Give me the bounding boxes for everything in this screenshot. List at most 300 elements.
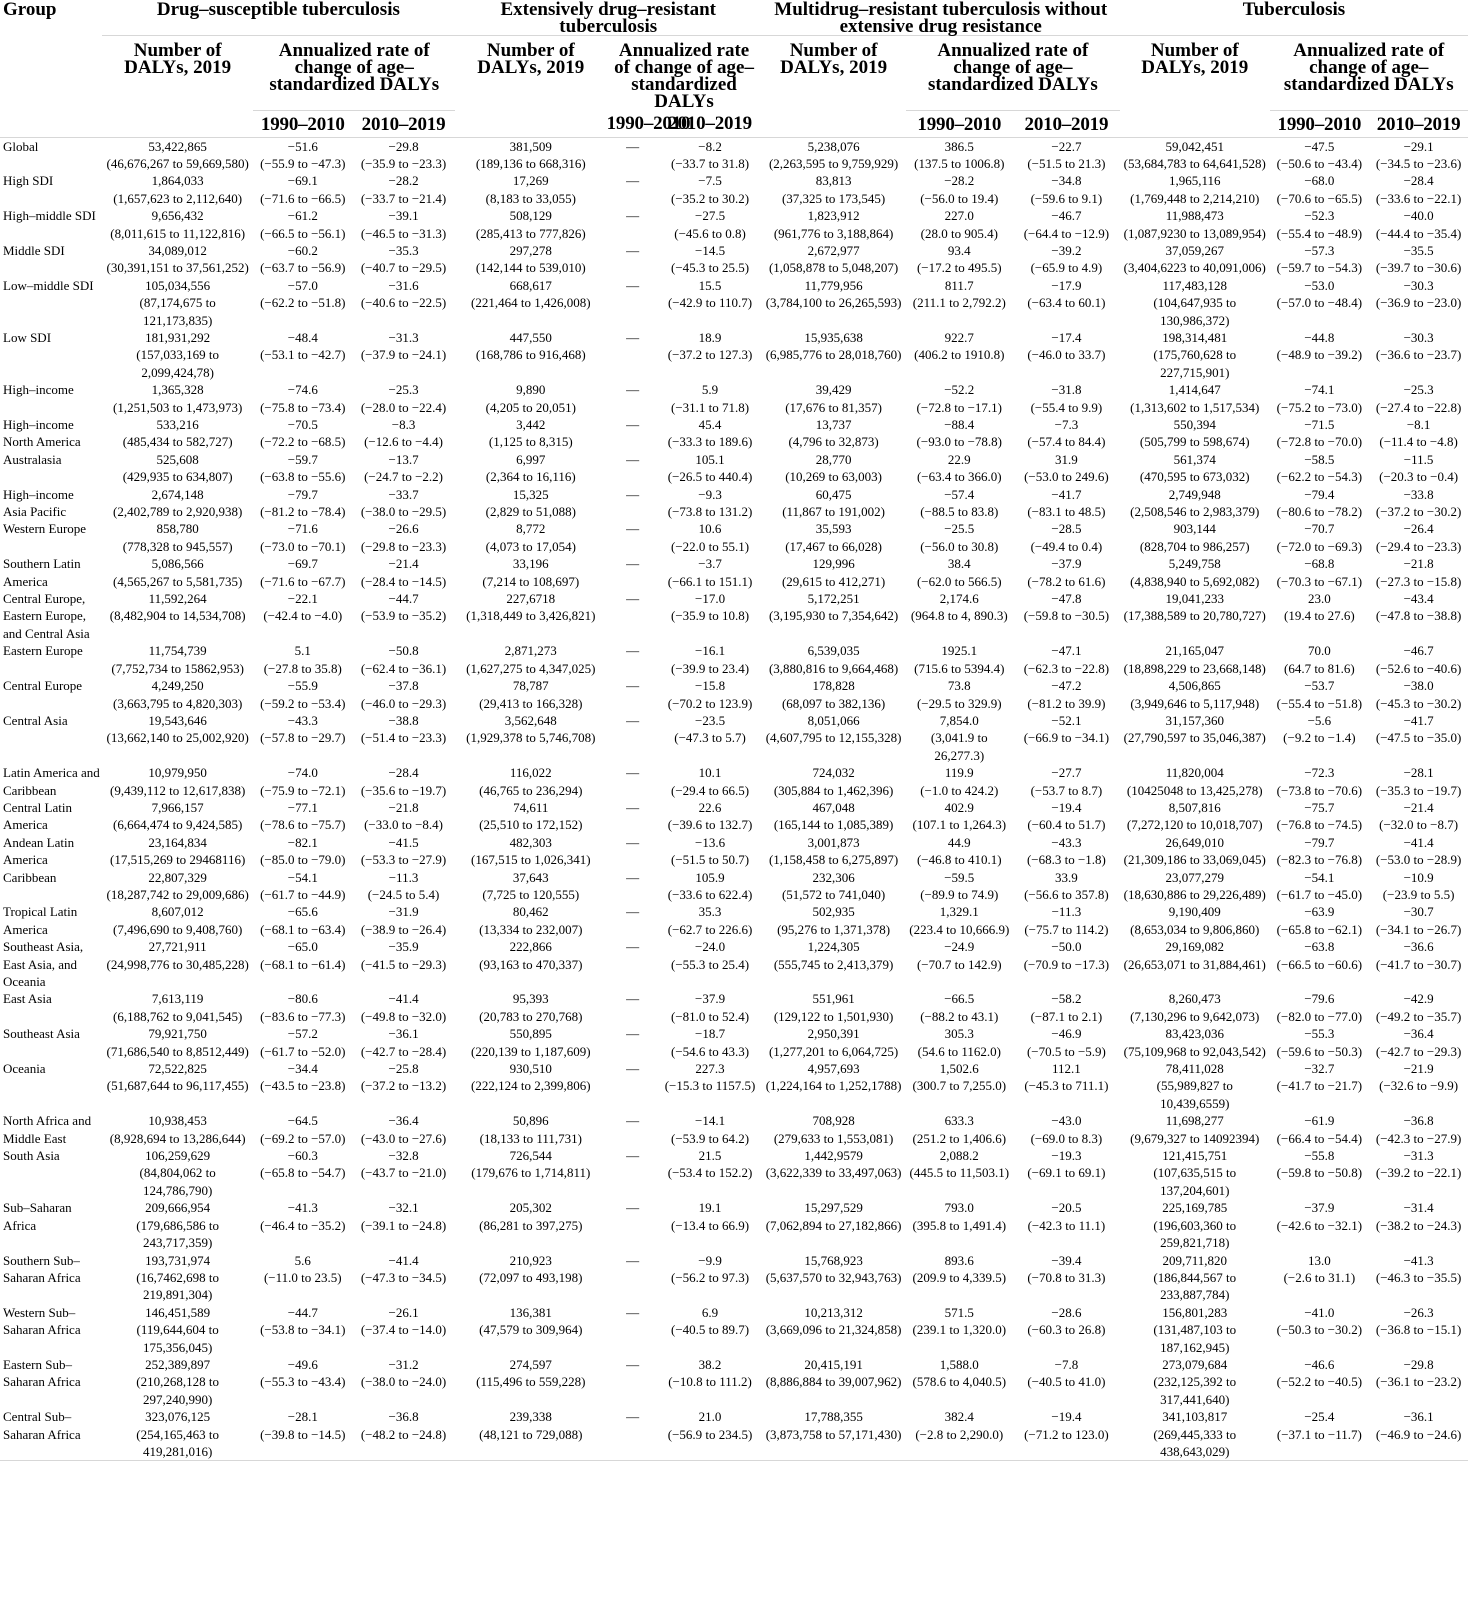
uncertainty-interval: (−87.1 to 2.1) (1030, 1008, 1103, 1024)
table-row (0, 138, 1468, 173)
value-cell (455, 1112, 607, 1147)
value: 6,997 (516, 451, 546, 467)
uncertainty-interval: (−11.0 to 23.5) (263, 1269, 342, 1285)
value: −34.8 (1051, 173, 1082, 189)
value: −26.1 (388, 1304, 419, 1320)
value: 227.0 (944, 208, 974, 224)
group-cell: Central Europe (3, 678, 83, 694)
uncertainty-interval: (−63.4 to 60.1) (1027, 295, 1106, 311)
value: 1,502.6 (939, 1061, 979, 1077)
value-cell (455, 938, 607, 990)
value: −25.3 (1403, 382, 1434, 398)
uncertainty-interval: (−33.7 to 31.8) (670, 155, 750, 171)
value: 23,077,279 (1165, 869, 1224, 885)
uncertainty-interval: (−38.0 to −24.0) (360, 1374, 447, 1390)
uncertainty-interval: (578.6 to 4,040.5) (912, 1374, 1007, 1390)
value: −8.2 (698, 138, 722, 154)
value: 29,169,082 (1165, 939, 1224, 955)
value: −35.5 (1403, 242, 1434, 258)
value: −71.6 (287, 521, 318, 537)
uncertainty-interval: (175,760,628 to 227,715,901) (1153, 347, 1237, 380)
value-cell (906, 869, 1013, 904)
value-cell (352, 590, 455, 642)
table-row (0, 1304, 1468, 1356)
uncertainty-interval: (48,121 to 729,088) (479, 1426, 583, 1442)
uncertainty-interval: (−73.0 to −70.1) (260, 538, 346, 554)
value-cell (1270, 1060, 1370, 1112)
group-cell: High–income Asia Pacific (3, 486, 74, 520)
value: −79.7 (287, 486, 318, 502)
uncertainty-interval: (1,277,201 to 6,064,725) (768, 1043, 899, 1059)
value-cell (253, 172, 352, 207)
value-cell (607, 555, 659, 590)
uncertainty-interval: (−55.3 to 25.4) (670, 956, 750, 972)
uncertainty-interval: (−73.8 to 131.2) (667, 504, 753, 520)
value-cell (906, 242, 1013, 277)
uncertainty-interval: (3,784,100 to 26,265,593) (765, 295, 902, 311)
uncertainty-interval: (−39.7 to −30.6) (1375, 260, 1462, 276)
value-cell (352, 1356, 455, 1408)
uncertainty-interval: (13,662,140 to 25,002,920) (106, 730, 249, 746)
uncertainty-interval: (−82.0 to −77.0) (1276, 1008, 1363, 1024)
value: −88.4 (944, 417, 975, 432)
value: −17.0 (694, 591, 726, 607)
uncertainty-interval: (−51.5 to 50.7) (670, 852, 750, 868)
uncertainty-interval: (−59.8 to −30.5) (1023, 608, 1110, 624)
value: −53.0 (1304, 277, 1335, 293)
value-cell (906, 1408, 1013, 1461)
value-cell (1270, 1304, 1370, 1356)
value: −41.5 (388, 834, 419, 850)
uncertainty-interval: (6,188,762 to 9,041,545) (113, 1008, 243, 1024)
uncertainty-interval: (−66.1 to 151.1) (667, 573, 753, 589)
uncertainty-interval: (−68.1 to −61.4) (260, 956, 346, 972)
uncertainty-interval: (470,595 to 673,032) (1139, 469, 1250, 485)
uncertainty-interval: (964.8 to 4, 890.3) (910, 608, 1008, 624)
value-cell (102, 834, 254, 869)
uncertainty-interval: (7,062,894 to 27,182,866) (765, 1217, 902, 1233)
value: −25.5 (944, 521, 975, 537)
value-cell (659, 799, 762, 834)
value-cell (607, 1147, 659, 1199)
number-header: Number of DALYs, 2019 (780, 40, 888, 78)
uncertainty-interval: (75,109,968 to 92,043,542) (1123, 1043, 1266, 1059)
value-cell (1369, 764, 1468, 799)
value-cell (1013, 1060, 1120, 1112)
value-cell (906, 277, 1013, 329)
uncertainty-interval: (−70.9 to −17.3) (1023, 956, 1110, 972)
value: — (626, 1304, 640, 1320)
value-cell (253, 712, 352, 764)
value: −74.0 (287, 765, 318, 781)
uncertainty-interval: (−49.8 to −32.0) (360, 1008, 447, 1024)
uncertainty-interval: (−47.8 to −38.8) (1375, 608, 1462, 624)
value-cell (102, 903, 254, 938)
value: −22.7 (1051, 138, 1082, 154)
period-header: 2010–2019 (659, 110, 762, 137)
value-cell (352, 138, 455, 173)
value: 178,828 (812, 678, 855, 694)
group-cell: Low SDI (3, 329, 52, 345)
value-cell (1369, 712, 1468, 764)
table-row (0, 451, 1468, 486)
value: 341,103,817 (1162, 1409, 1228, 1425)
uncertainty-interval: (189,136 to 668,316) (475, 155, 586, 171)
uncertainty-interval: (7,272,120 to 10,018,707) (1126, 817, 1263, 833)
value-cell (761, 1199, 905, 1251)
uncertainty-interval: (−57.8 to −29.7) (260, 730, 346, 746)
value-cell (1120, 242, 1270, 277)
uncertainty-interval: (−15.3 to 1157.5) (664, 1078, 756, 1094)
value: −47.1 (1051, 643, 1082, 659)
value: −66.5 (944, 991, 975, 1007)
uncertainty-interval: (8,011,615 to 11,122,816) (110, 225, 246, 241)
value-cell (607, 486, 659, 521)
value: 9,656,432 (151, 208, 204, 224)
uncertainty-interval: (4,607,795 to 12,155,328) (765, 730, 902, 746)
value-cell (352, 329, 455, 381)
value-cell (1369, 416, 1468, 451)
uncertainty-interval: (−60.3 to 26.8) (1027, 1322, 1106, 1338)
value-cell (1369, 138, 1468, 173)
group-header: Group (3, 0, 57, 20)
value-cell (1013, 329, 1120, 381)
uncertainty-interval: (395.8 to 1,491.4) (912, 1217, 1007, 1233)
value: 225,169,785 (1162, 1200, 1228, 1216)
value: −36.8 (1403, 1113, 1434, 1129)
group-cell: Australasia (3, 451, 62, 467)
value-cell (352, 677, 455, 712)
value-cell (761, 712, 905, 764)
value-cell (1369, 903, 1468, 938)
uncertainty-interval: (−46.8 to 410.1) (916, 852, 1002, 868)
uncertainty-interval: (24,998,776 to 30,485,228) (106, 956, 249, 972)
uncertainty-interval: (25,510 to 172,152) (479, 817, 583, 833)
value-cell (102, 1408, 254, 1461)
value: 23,164,834 (148, 834, 207, 850)
value: 10,938,453 (148, 1113, 207, 1129)
uncertainty-interval: (107,635,515 to 137,204,601) (1153, 1165, 1237, 1198)
uncertainty-interval: (2,364 to 16,116) (485, 469, 576, 485)
uncertainty-interval: (−72.0 to −69.3) (1276, 538, 1363, 554)
value-cell (352, 990, 455, 1025)
value-cell (352, 938, 455, 990)
uncertainty-interval: (−41.7 to −30.7) (1375, 956, 1462, 972)
uncertainty-interval: (8,928,694 to 13,286,644) (109, 1130, 246, 1146)
value-cell (352, 416, 455, 451)
value-cell (607, 990, 659, 1025)
value-cell (607, 1356, 659, 1408)
value-cell (253, 903, 352, 938)
value: −42.9 (1403, 991, 1434, 1007)
value: −37.9 (1304, 1200, 1335, 1216)
uncertainty-interval: (7,725 to 120,555) (482, 886, 580, 902)
uncertainty-interval: (−35.2 to 30.2) (670, 190, 750, 206)
uncertainty-interval: (−39.6 to 132.7) (667, 817, 753, 833)
value-cell (659, 1199, 762, 1251)
value: — (626, 451, 640, 467)
value-cell (253, 938, 352, 990)
value-cell (253, 834, 352, 869)
uncertainty-interval: (−49.4 to 0.4) (1030, 538, 1103, 554)
value: −28.2 (388, 173, 419, 189)
uncertainty-interval: (−22.0 to 55.1) (670, 538, 750, 554)
value: — (626, 242, 640, 258)
value: −40.0 (1403, 208, 1434, 224)
value: −46.9 (1051, 1026, 1082, 1042)
uncertainty-interval: (−36.9 to −23.0) (1375, 295, 1462, 311)
value: −20.5 (1051, 1200, 1082, 1216)
value: 15,935,638 (804, 329, 863, 345)
value-cell (455, 1060, 607, 1112)
value-cell (1369, 520, 1468, 555)
value-cell (352, 277, 455, 329)
value-cell (352, 207, 455, 242)
value: −28.4 (1403, 173, 1434, 189)
uncertainty-interval: (−42.3 to 11.1) (1027, 1217, 1106, 1233)
value-cell (906, 138, 1013, 173)
value-cell (607, 799, 659, 834)
uncertainty-interval: (−75.8 to −73.4) (260, 399, 346, 415)
value: −11.5 (1403, 451, 1434, 467)
uncertainty-interval: (406.2 to 1910.8) (914, 347, 1005, 363)
table-row (0, 416, 1468, 451)
table-row (0, 1199, 1468, 1251)
section-header-mdr: Multidrug–resistant tuberculosis without extensive drug resistance (761, 0, 1120, 36)
value: 105.1 (695, 451, 725, 467)
group-cell: Southern Sub–Saharan Africa (3, 1252, 81, 1285)
table-row (0, 1060, 1468, 1112)
value: −36.6 (1403, 939, 1434, 955)
value: −36.8 (388, 1409, 419, 1425)
value-cell (761, 799, 905, 834)
value: 402.9 (944, 799, 974, 815)
value-cell (607, 172, 659, 207)
uncertainty-interval: (−52.2 to −40.5) (1276, 1374, 1363, 1390)
value: — (626, 1409, 640, 1425)
value-cell (906, 381, 1013, 416)
uncertainty-interval: (−69.0 to 8.3) (1030, 1130, 1103, 1146)
value: −52.1 (1051, 712, 1082, 728)
uncertainty-interval: (828,704 to 986,257) (1139, 538, 1250, 554)
value-cell (659, 416, 762, 451)
value: 19.1 (698, 1200, 722, 1216)
uncertainty-interval: (86,281 to 397,275) (479, 1217, 583, 1233)
value: −21.4 (388, 556, 419, 572)
value: 18.9 (698, 329, 722, 345)
section-header-drug-susceptible: Drug–susceptible tuberculosis (102, 0, 455, 36)
uncertainty-interval: (−75.7 to 114.2) (1024, 921, 1109, 937)
table-row (0, 520, 1468, 555)
value-cell (1270, 1199, 1370, 1251)
uncertainty-interval: (165,144 to 1,085,389) (773, 817, 894, 833)
value-cell (1369, 555, 1468, 590)
group-cell: Global (3, 138, 39, 154)
value: 1,588.0 (939, 1356, 979, 1372)
uncertainty-interval: (−46.5 to −31.3) (360, 225, 447, 241)
uncertainty-interval: (26,653,071 to 31,884,461) (1123, 956, 1266, 972)
value-cell (659, 486, 762, 521)
value: −41.3 (1403, 1252, 1434, 1268)
value-cell (659, 520, 762, 555)
uncertainty-interval: (−33.6 to −22.1) (1375, 190, 1462, 206)
value: 551,961 (812, 991, 855, 1007)
value-cell (607, 381, 659, 416)
value-cell (1120, 1112, 1270, 1147)
value: −48.4 (287, 329, 318, 345)
uncertainty-interval: (−36.6 to −23.7) (1375, 347, 1462, 363)
uncertainty-interval: (−37.2 to 127.3) (667, 347, 753, 363)
value-cell (1369, 1252, 1468, 1304)
table-row (0, 834, 1468, 869)
uncertainty-interval: (−70.8 to 31.3) (1027, 1269, 1106, 1285)
value-cell (1013, 1356, 1120, 1408)
uncertainty-interval: (−64.4 to −12.9) (1023, 225, 1110, 241)
value: 15,768,923 (804, 1252, 863, 1268)
value-cell (659, 677, 762, 712)
value-cell (1270, 555, 1370, 590)
uncertainty-interval: (−85.0 to −79.0) (260, 852, 346, 868)
value-cell (102, 242, 254, 277)
value-cell (761, 1304, 905, 1356)
uncertainty-interval: (29,413 to 166,328) (479, 695, 583, 711)
value: −41.7 (1051, 486, 1082, 502)
uncertainty-interval: (−32.0 to −8.7) (1379, 817, 1459, 833)
value: 31.9 (1055, 451, 1078, 467)
uncertainty-interval: (−70.7 to 142.9) (916, 956, 1002, 972)
value-cell (1270, 642, 1370, 677)
uncertainty-interval: (8,653,034 to 9,806,860) (1130, 921, 1260, 937)
uncertainty-interval: (−33.6 to 622.4) (667, 886, 753, 902)
value: −34.4 (287, 1061, 318, 1077)
value: 37,643 (512, 869, 549, 885)
value-cell (1120, 1199, 1270, 1251)
value-cell (1013, 799, 1120, 834)
value: −65.0 (287, 939, 318, 955)
uncertainty-interval: (46,765 to 236,294) (479, 782, 583, 798)
value: 482,303 (509, 834, 552, 850)
uncertainty-interval: (−76.8 to −74.5) (1276, 817, 1363, 833)
uncertainty-interval: (93,163 to 470,337) (479, 956, 583, 972)
value-cell (607, 1060, 659, 1112)
value-cell (659, 381, 762, 416)
uncertainty-interval: (778,328 to 945,557) (122, 538, 233, 554)
value: −61.2 (287, 208, 318, 224)
value: 79,921,750 (148, 1026, 207, 1042)
value: — (626, 556, 640, 572)
value: — (626, 591, 640, 607)
value: 8,507,816 (1168, 799, 1221, 815)
value: 13,737 (815, 417, 852, 432)
value: −31.6 (388, 277, 419, 293)
value-cell (1013, 555, 1120, 590)
value-cell (352, 642, 455, 677)
uncertainty-interval: (−36.1 to −23.2) (1375, 1374, 1462, 1390)
value: 198,314,481 (1162, 329, 1228, 345)
value: −27.5 (694, 208, 726, 224)
uncertainty-interval: (2,829 to 51,088) (485, 504, 576, 520)
value-cell (1369, 1147, 1468, 1199)
value: 78,411,028 (1165, 1061, 1224, 1077)
value: −25.3 (388, 382, 419, 398)
value-cell (659, 1304, 762, 1356)
value: −31.2 (388, 1356, 419, 1372)
uncertainty-interval: (51,687,644 to 96,117,455) (106, 1078, 249, 1094)
uncertainty-interval: (−53.0 to 249.6) (1024, 469, 1109, 485)
value-cell (455, 381, 607, 416)
uncertainty-interval: (−57.0 to −48.4) (1276, 295, 1363, 311)
value-cell (1369, 677, 1468, 712)
table-row (0, 938, 1468, 990)
value: 858,780 (156, 521, 199, 537)
uncertainty-interval: (−55.4 to −51.8) (1276, 695, 1363, 711)
uncertainty-interval: (−55.4 to 9.9) (1030, 399, 1103, 415)
value: −47.8 (1051, 591, 1082, 607)
value: −57.3 (1304, 242, 1335, 258)
value-cell (906, 1025, 1013, 1060)
value: −41.4 (388, 1252, 419, 1268)
value-cell (455, 903, 607, 938)
value: 5.9 (701, 382, 719, 398)
value: −23.5 (694, 712, 726, 728)
table-row (0, 642, 1468, 677)
uncertainty-interval: (−78.2 to 61.6) (1027, 573, 1106, 589)
value-cell (102, 1252, 254, 1304)
value-cell (607, 903, 659, 938)
value: 21.5 (698, 1148, 722, 1164)
uncertainty-interval: (−65.8 to −62.1) (1276, 921, 1363, 937)
uncertainty-interval: (8,482,904 to 14,534,708) (109, 608, 246, 624)
value-cell (761, 520, 905, 555)
uncertainty-interval: (13,334 to 232,007) (479, 921, 583, 937)
uncertainty-interval: (−46.0 to −29.3) (360, 695, 447, 711)
uncertainty-interval: (−10.8 to 111.2) (668, 1374, 752, 1390)
uncertainty-interval: (−45.6 to 0.8) (674, 225, 746, 241)
value: −57.2 (287, 1026, 318, 1042)
value-cell (906, 416, 1013, 451)
uncertainty-interval: (−54.6 to 43.3) (670, 1043, 750, 1059)
table-row (0, 242, 1468, 277)
uncertainty-interval: (−46.3 to −35.5) (1375, 1269, 1462, 1285)
uncertainty-interval: (3,041.9 to 26,277.3) (930, 730, 988, 763)
value: — (626, 643, 640, 659)
uncertainty-interval: (−62.3 to −22.8) (1023, 660, 1110, 676)
value: — (626, 329, 640, 345)
value-cell (906, 172, 1013, 207)
uncertainty-interval: (179,676 to 1,714,811) (471, 1165, 591, 1181)
value: −79.7 (1304, 834, 1335, 850)
uncertainty-interval: (5,637,570 to 32,943,763) (765, 1269, 902, 1285)
uncertainty-interval: (−50.3 to −30.2) (1276, 1322, 1363, 1338)
section-header-xdr: Extensively drug–resistant tuberculosis (455, 0, 762, 36)
value: 116,022 (509, 765, 552, 781)
group-cell: Southeast Asia (3, 1026, 80, 1042)
value-cell (1120, 1304, 1270, 1356)
value: 22.9 (947, 451, 971, 467)
value: 22.6 (698, 799, 722, 815)
value: 9,890 (516, 382, 546, 398)
value: −8.3 (391, 417, 416, 432)
uncertainty-interval: (−41.7 to −21.7) (1276, 1078, 1363, 1094)
value: — (626, 1200, 640, 1216)
value: 724,032 (812, 765, 855, 781)
value: −39.2 (1051, 242, 1082, 258)
uncertainty-interval: (−59.6 to −50.3) (1276, 1043, 1363, 1059)
value-cell (659, 1060, 762, 1112)
value-cell (1013, 520, 1120, 555)
uncertainty-interval: (−42.7 to −28.4) (360, 1043, 447, 1059)
value: −14.5 (694, 242, 726, 258)
